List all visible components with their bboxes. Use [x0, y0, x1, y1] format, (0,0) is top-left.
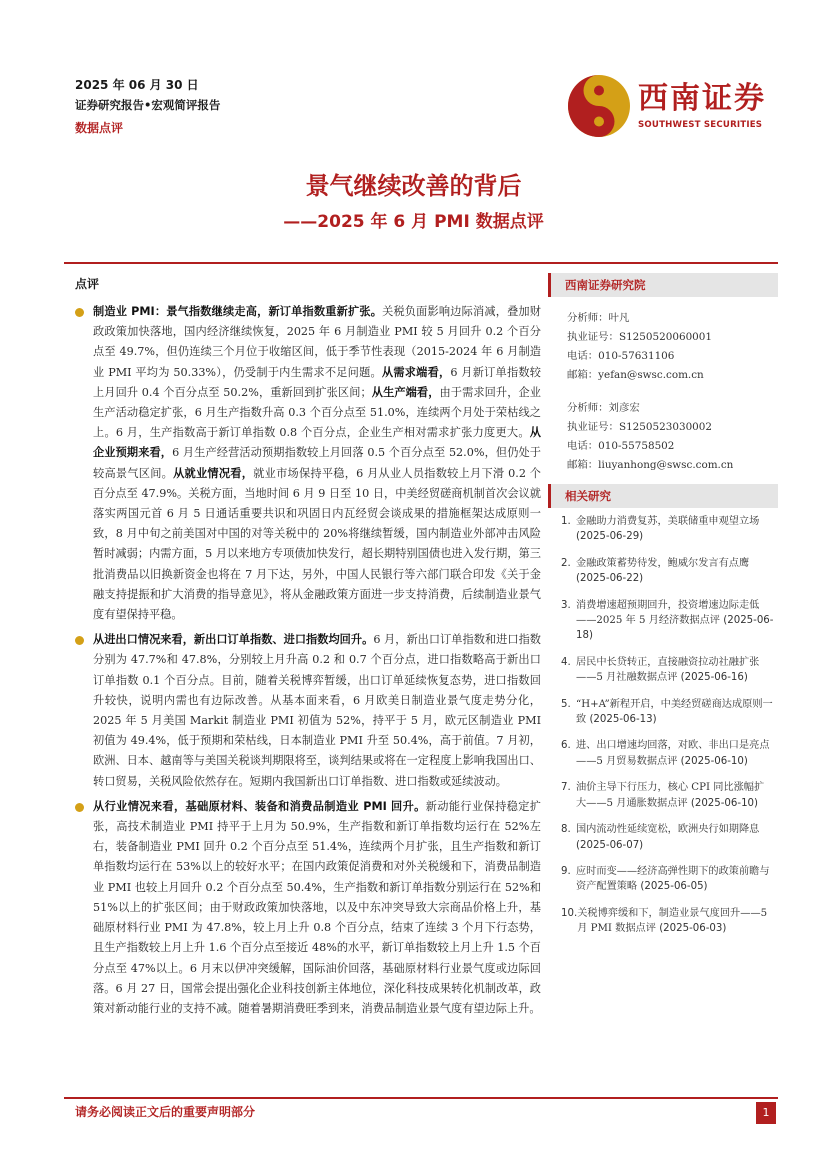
- paragraph-text: 关税负面影响边际消减，叠加财政政策加快落地，国内经济继续恢复，2025 年 6 月制造业 PMI 较 5 月回升 0.2 个百分点至 49.7%，但仍连续三个月位于收缩区间，低于季节性表现（2015-2024 年 6 月制造业 PMI 平均为 50.33%），仍受制于内生需求不足问题。: [93, 305, 541, 379]
- related-research-item[interactable]: [561, 864, 774, 895]
- paragraph-highlight: 从就业情况看，: [173, 466, 254, 480]
- related-research-body: [576, 598, 774, 644]
- related-research-item[interactable]: [561, 697, 774, 728]
- related-research-title: 进、出口增速均回落，对欧、非出口是亮点——5 月贸易数据点评: [576, 740, 770, 767]
- sidebar: [548, 273, 778, 948]
- related-research-item[interactable]: [561, 556, 774, 587]
- paragraph-text: 新动能行业保持稳定扩张，高技术制造业 PMI 持平于上月为 50.9%，生产指数和新订单指数均运行在 52%左右，装备制造业 PMI 回升 0.2 个百分点至 51.4%，连续两个月扩张，且生产指数和新订单指数均运行在 53%以上的较好水平；在国内政策促消费和对外关税缓和下，消费品制造业 PMI 也较上月回升 0.2 个百分点至 50.4%，生产指数和新订单指数分别运行在 52%和 51%以上的扩张区间；由于财政政策加快落地，以及中东冲突导致大宗商品价格上升，基础原材料行业 PMI 为 47.8%，较上月上升 0.8 个百分点，结束了连续 3 个月下行态势，且生产指数较上月上升 1.6 个百分点至接近 48%的水平，新订单指数较上月上升 1.5 个百分点至 47%以上。6 月末以伊冲突缓解，国际油价回落，基础原材料行业景气度或边际回落。6 月 27 日，国常会提出强化企业科技创新主体地位，深化科技成果转化机制改革，政策对新动能行业的支持不减。随着暑期消费旺季到来，消费品制造业景气度有望边际上升。: [93, 799, 541, 1015]
- company-logo: [566, 73, 766, 139]
- paragraph-highlight: 从生产端看，: [371, 385, 440, 399]
- related-research-title: 消费增速超预期回升，投资增速边际走低——2025 年 5 月经济数据点评: [576, 599, 760, 627]
- main-content: [75, 276, 541, 1024]
- disclaimer-note: 请务必阅读正文后的重要声明部分: [75, 1105, 256, 1119]
- related-research-body: [576, 556, 774, 587]
- related-research-title: 国内流动性延续宽松，欧洲央行如期降息: [576, 824, 760, 836]
- logo-name-en: SOUTHWEST SECURITIES: [638, 120, 763, 130]
- report-type: 证券研究报告•宏观简评报告: [75, 98, 221, 112]
- analyst-phone: 电话：010-57631106: [567, 350, 675, 362]
- bullet-icon: [75, 636, 84, 645]
- analyst-cert: 执业证号：S1250520060001: [567, 331, 713, 343]
- page-number: 1: [756, 1102, 776, 1124]
- related-research-item[interactable]: [561, 738, 774, 769]
- bullet-icon: [75, 308, 84, 317]
- related-research-number: 6.: [561, 740, 571, 752]
- related-research-number: 2.: [561, 557, 571, 569]
- analyst-card: [548, 385, 778, 475]
- analyst-name: 分析师：叶凡: [567, 312, 630, 324]
- paragraph-text: 6 月生产经营活动预期指数较上月回落 0.5 个百分点至 52.0%，但仍处于较高景气区间。: [93, 446, 541, 480]
- analyst-email[interactable]: 邮箱：liuyanhong@swsc.com.cn: [567, 459, 734, 471]
- related-research-body: [576, 655, 774, 686]
- related-research-number: 10.: [561, 907, 578, 919]
- related-research-item[interactable]: [561, 655, 774, 686]
- analyst-card: [548, 297, 778, 385]
- paragraph-text: 由于需求回升，企业生产活动稳定扩张，6 月生产指数升高 0.3 个百分点至 51.0%，连续两个月处于荣枯线之上。6 月，生产指数高于新订单指数 0.8 个百分点，企业生产相对需求扩张力度更大。: [93, 385, 541, 440]
- paragraph-trade: [75, 630, 541, 792]
- report-title: 景气继续改善的背后: [305, 172, 522, 200]
- related-research-body: [576, 514, 774, 545]
- related-research-date: (2025-06-10): [690, 797, 759, 809]
- logo-emblem-icon: [566, 73, 632, 139]
- analyst-cert: 执业证号：S1250523030002: [567, 421, 713, 433]
- related-research-title: “H+A”新程开启，中美经贸磋商达成原则一致: [576, 698, 773, 726]
- related-research-title: 油价主导下行压力，核心 CPI 同比涨幅扩大——5 月通胀数据点评: [576, 782, 765, 809]
- paragraph-highlight: 从进出口情况来看，新出口订单指数、进口指数均回升。: [93, 633, 374, 647]
- related-research-body: [576, 780, 774, 811]
- related-research-number: 3.: [561, 599, 571, 611]
- bottom-divider: [64, 1097, 778, 1099]
- related-research-title: 居民中长贷转正，直接融资拉动社融扩张——5 月社融数据点评: [576, 656, 760, 684]
- related-research-title: 应时而变——经济高弹性期下的政策前瞻与资产配置策略: [576, 865, 770, 893]
- related-research-item[interactable]: [561, 822, 774, 853]
- related-research-date: (2025-06-16): [680, 672, 748, 684]
- related-research-item[interactable]: [561, 598, 774, 644]
- paragraph-highlight: 制造业 PMI：景气指数继续走高，新订单指数重新扩张。: [93, 305, 383, 318]
- related-research-body: [577, 906, 774, 937]
- related-research-number: 4.: [561, 656, 571, 668]
- related-research-date: (2025-06-05): [640, 881, 708, 893]
- related-research-date: (2025-06-13): [589, 714, 657, 726]
- analyst-phone: 电话：010-55758502: [567, 440, 675, 452]
- related-research-item[interactable]: [561, 906, 774, 937]
- paragraph-text: 就业市场保持平稳，6 月从业人员指数较上月下滑 0.2 个百分点至 47.9%。关税方面，当地时间 6 月 9 日至 10 日，中美经贸磋商机制首次会议就落实两国元首 6 月 5 日通话重要共识和巩固日内瓦经贸会谈成果的措施框架达成原则一致，8 月中旬之前美国对中国的对等关税中的 20%将继续暂缓，国内制造业外部冲击风险暂时减弱；内需方面，5 月以来地方专项债加快发行，超长期特别国债也进入发行期，第三批消费品以旧换新资金也将在 7 月下达，另外，中国人民银行等六部门联合印发《关于金融支持提振和扩大消费的指导意见》，将从金融政策方面进一步支持消费，后续制造业景气度有望保持平稳。: [93, 466, 541, 622]
- report-kind: 数据点评: [75, 121, 124, 135]
- related-research-date: (2025-06-07): [576, 839, 644, 851]
- related-research-body: [576, 864, 774, 895]
- paragraph-text: 6 月，新出口订单指数和进口指数分别为 47.7%和 47.8%，分别较上月升高 0.2 和 0.7 个百分点，进口指数略高于新出口订单指数 0.1 个百分点。目前，随着关税博弈暂缓，出口订单延续恢复态势，进口指数回升较快，说明内需也有边际改善。从基本面来看，6 月欧美日制造业景气度走势分化，2025 年 5 月美国 Markit 制造业 PMI 初值为 52%，持平于 5 月，欧元区制造业 PMI 初值为 49.4%，低于预期和荣枯线，日本制造业 PMI 升至 50.4%，高于前值。7 月初，欧洲、日本、越南等与美国关税谈判期限将至，谈判结果或将在一定程度上影响我国出口、转口贸易，关税风险依然存在。短期内我国新出口订单指数、进口指数或延续波动。: [93, 633, 541, 788]
- paragraph-manufacturing: [75, 302, 541, 625]
- related-research-body: [576, 697, 774, 728]
- related-research-body: [576, 738, 774, 769]
- paragraph-highlight: 从企业预期来看，: [93, 426, 541, 460]
- report-date: 2025 年 06 月 30 日: [75, 78, 199, 92]
- related-research-title: 金融助力消费复苏，美联储重申观望立场: [576, 516, 760, 527]
- institute-header: 西南证券研究院: [548, 273, 778, 297]
- related-research-header: 相关研究: [548, 484, 778, 508]
- related-research-date: (2025-06-29): [576, 531, 644, 543]
- related-research-item[interactable]: [561, 780, 774, 811]
- analyst-email[interactable]: 邮箱：yefan@swsc.com.cn: [567, 369, 704, 381]
- paragraph-text: 6 月新订单指数较上月回升 0.4 个百分点至 50.2%，重新回到扩张区间；: [93, 365, 541, 399]
- paragraph-highlight: 从行业情况来看，基础原材料、装备和消费品制造业 PMI 回升。: [93, 799, 426, 813]
- related-research-date: (2025-06-18): [576, 615, 774, 642]
- report-subtitle: ——2025 年 6 月 PMI 数据点评: [283, 212, 544, 232]
- related-research-item[interactable]: [561, 514, 774, 545]
- report-header: [75, 76, 220, 140]
- paragraph-industry: [75, 797, 541, 1019]
- logo-name-cn: 西南证券: [638, 81, 766, 116]
- analyst-name: 分析师：刘彦宏: [567, 402, 640, 414]
- bullet-icon: [75, 803, 84, 812]
- related-research-date: (2025-06-22): [576, 573, 644, 585]
- related-research-date: (2025-06-10): [680, 755, 748, 767]
- related-research-date: (2025-06-03): [659, 923, 727, 935]
- related-research-list: [548, 508, 778, 937]
- related-research-number: 5.: [561, 698, 571, 710]
- related-research-title: 关税博弈缓和下，制造业景气度回升——5 月 PMI 数据点评: [577, 907, 768, 935]
- top-divider: [64, 262, 778, 264]
- paragraph-highlight: 从需求端看，: [381, 365, 451, 379]
- related-research-number: 9.: [561, 865, 571, 877]
- related-research-number: 8.: [561, 824, 571, 836]
- section-title: 点评: [75, 277, 100, 291]
- related-research-number: 7.: [561, 782, 571, 794]
- related-research-body: [576, 822, 774, 853]
- related-research-number: 1.: [561, 516, 571, 527]
- related-research-title: 金融政策蓄势待发，鲍威尔发言有点鹰: [576, 557, 750, 569]
